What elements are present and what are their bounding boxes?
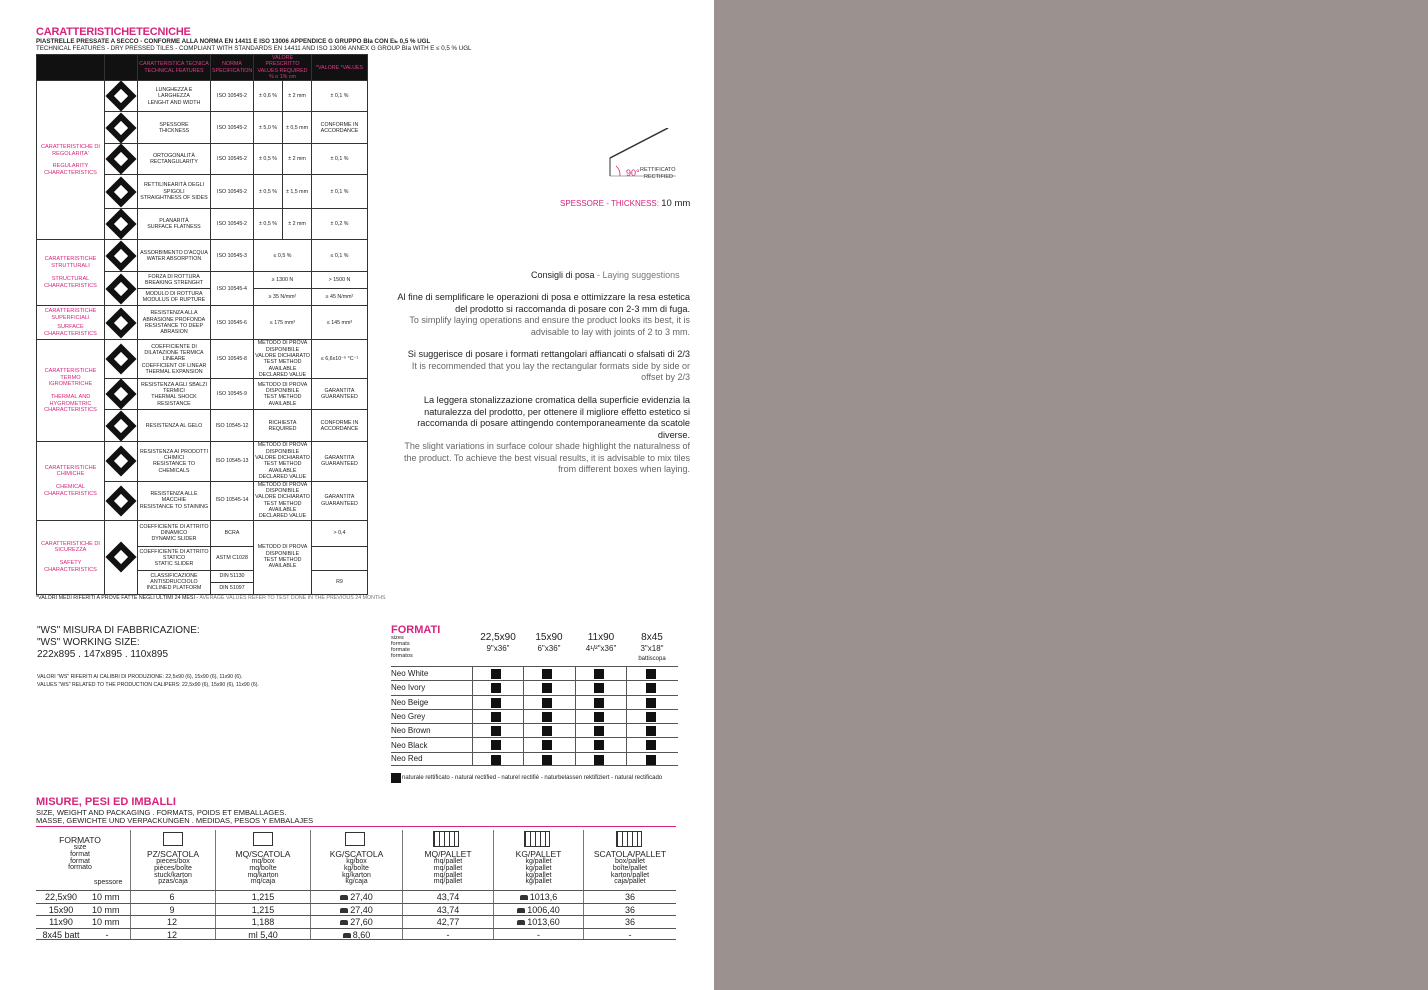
pallet-icon: [433, 831, 459, 847]
laying-paragraph-3: La leggera stonalizzazione cromatica della superficie evidenzia la naturalezza del prodotto, per ottenere il migliore effetto estetico si raccomanda di posare attingendo contemporaneamente da scatole diverse. The slight variations in surface colour shade highlight the naturalness of the product. To achieve the best visual results, it is advisable to mix tiles from different boxes when laying.: [404, 395, 690, 474]
tech-table: CARATTERISTICA TECNICA TECHNICAL FEATURES NORMA SPECIFICATION VALORE PRESCRITTO VALUES REQUIRED % o 1% cm *VALORE *VALUES CARATTERISTICHE DI REGOLARITA' REGULARITY CHARACTERISTICS LUNGHEZZA E LARGHEZZA LENGHT AND WIDTH ISO 10545-2 ± 0,6 % ± 2 mm ± 0,1 % SPESSORE THICKNESS ISO 10545-2 ± 5,0 % ± 0,5 mm CONFORME IN ACCORDANCE ORTOGONALITÀ RECTANGULARITY ISO 10545-2 ± 0,5 % ± 2 mm ± 0,1 % RETTILINEARITÀ DEGLI SPIGOLI STRAIGHTNESS OF SIDES ISO 10545-2 ± 0,5 % ± 1,5 mm ± 0,1 % PLANARITÀ SURFACE FLATNESS ISO 10545-2 ± 0,5 % ± 2 mm ± 0,2 % CARATTERISTICHE STRUTTURALI STRUCTURAL CHARACTERISTICS ASSORBIMENTO D'ACQUA WATER ABSORPTION ISO 10545-3 ≤ 0,5 % ≤ 0,1 % FORZA DI ROTTURA BREAKING STRENGHT ISO 10545-4 ≥ 1300 N > 1500 N MODULO DI ROTTURA MODULUS OF RUPTURE ≥ 35 N/mm² ≥ 45 N/mm² CARATTERISTICHE SUPERFICIALI SURFACE CHARACTERISTICS RESISTENZA ALLA ABRASIONE PROFONDA RESISTANCE TO DEEP ABRASION ISO 10545-6 ≤ 175 mm³ ≤ 145 mm³ CARATTERISTICHE TERMO IGROMETRICHE THERMAL AND HYGROMETRIC CHARACTERISTICS COEFFICIENTE DI DILATAZIONE TERMICA LINEARE COEFFICIENT OF LINEAR THERMAL EXPANSION ISO 10545-8 METODO DI PROVA DISPONIBILE VALORE DICHIARATO TEST METHOD AVAILABLE DECLARED VALUE ≤ 6,6x10⁻⁶ °C⁻¹ RESISTENZA AGLI SBALZI TERMICI THERMAL SHOCK RESISTANCE ISO 10545-9 METODO DI PROVA DISPONIBILE TEST METHOD AVAILABLE GARANTITA GUARANTEED RESISTENZA AL GELO ISO 10545-12 RICHIESTA REQUIRED CONFORME IN ACCORDANCE CARATTERISTICHE CHIMICHE CHEMICAL CHARACTERISTICS RESISTENZA AI PRODOTTI CHIMICI RESISTANCE TO CHEMICALS ISO 10545-13 METODO DI PROVA DISPONIBILE VALORE DICHIARATO TEST METHOD AVAILABLE DECLARED VALUE GARANTITA GUARANTEED RESISTENZA ALLE MACCHIE RESISTANCE TO STAINING ISO 10545-14 METODO DI PROVA DISPONIBILE VALORE DICHIARATO TEST METHOD AVAILABLE DECLARED VALUE GARANTITA GUARANTEED CARATTERISTICHE DI SICUREZZA SAFETY CHARACTERISTICS COEFFICIENTE DI ATTRITO DINAMICO DYNAMIC SLIDER BCRA METODO DI PROVA DISPONIBILE TEST METHOD AVAILABLE > 0,4 COEFFICIENTE DI ATTRITO STATICO STATIC SLIDER ASTM C1028 CLASSIFICAZIONE ANTISDRUCCIOLO INCLINED PLATFORM DIN 51130 R9 DIN 51097: [36, 54, 368, 595]
thermal-shock-icon: [105, 379, 136, 410]
formats-table: [391, 666, 678, 766]
list-item: Neo Grey: [391, 709, 678, 723]
pallet-icon: [616, 831, 642, 847]
thickness-line: SPESSORE - THICKNESS: 10 mm: [560, 198, 691, 209]
header-norm: NORMA SPECIFICATION: [211, 55, 254, 81]
list-item: Neo Red: [391, 752, 678, 766]
ws-note: VALORI "WS" RIFERITI AI CALIBRI DI PRODUZIONE: 22,5x90 (6), 15x90 (6), 11x90 (6). VALUES "WS" RELATED TO THE PRODUCTION CALIPERS: 22,5x90 (6), 15x90 (6), 11x90 (6).: [37, 674, 259, 688]
thermal-expansion-icon: [105, 344, 136, 375]
tech-title: CARATTERISTICHETECNICHE: [36, 26, 191, 38]
box-icon: [253, 832, 273, 846]
table-row: RETTILINEARITÀ DEGLI SPIGOLI STRAIGHTNESS OF SIDES: [138, 175, 211, 209]
thickness-icon: [105, 112, 136, 143]
format-col-2: 15x90 6"x36": [535, 632, 563, 653]
table-row: COEFFICIENTE DI ATTRITO DINAMICO DYNAMIC SLIDER: [138, 520, 211, 546]
rectified-diagram: [606, 128, 696, 183]
table-row: RESISTENZA AI PRODOTTI CHIMICI RESISTANCE TO CHEMICALS: [138, 442, 211, 481]
col-kg-pallet: KG/PALLET kg/pallet kg/pallet kg/pallet kg/pallet: [515, 849, 562, 886]
abrasion-icon: [105, 307, 136, 338]
cat-surface: CARATTERISTICHE SUPERFICIALI SURFACE CHARACTERISTICS: [37, 306, 105, 340]
formats-subtitle: sizes formats formate formatos: [391, 635, 413, 659]
table-row: RESISTENZA AGLI SBALZI TERMICI THERMAL SHOCK RESISTANCE: [138, 379, 211, 410]
table-row: COEFFICIENTE DI DILATAZIONE TERMICA LINEARE COEFFICIENT OF LINEAR THERMAL EXPANSION: [138, 340, 211, 379]
packaging-table: [36, 890, 676, 940]
table-row: RESISTENZA ALLE MACCHIE RESISTANCE TO STAINING: [138, 481, 211, 520]
spessore-header: spessore: [94, 879, 123, 886]
box-icon: [345, 832, 365, 846]
col-scatola-pallet: SCATOLA/PALLET box/pallet boîte/pallet karton/pallet caja/pallet: [593, 849, 667, 886]
packaging-title: MISURE, PESI ED IMBALLI: [36, 796, 176, 808]
header-required: VALORE PRESCRITTO VALUES REQUIRED % o 1% cm: [254, 55, 312, 81]
rectified-label-it: RETTIFICATO: [640, 167, 676, 173]
col-kg-scatola: KG/SCATOLA kg/box kg/boîte kg/karton kg/caja: [329, 849, 384, 886]
col-mq-pallet: MQ/PALLET mq/pallet mq/pallet mq/pallet mq/pallet: [424, 849, 472, 886]
format-col-1: 22,5x90 9"x36": [480, 632, 516, 653]
packaging-subtitle-2: MASSE, GEWICHTE UND VERPACKUNGEN . MEDIDAS, PESOS Y EMBALAJES: [36, 816, 314, 825]
pallet-icon: [524, 831, 550, 847]
header-feature: CARATTERISTICA TECNICA TECHNICAL FEATURES: [138, 55, 211, 81]
tech-subtitle-it: PIASTRELLE PRESSATE A SECCO - CONFORME ALLA NORMA EN 14411 E ISO 13006 APPENDICE G GRUPPO BIa CON Eь 0,5 % UGL: [36, 38, 431, 45]
cat-regularity: CARATTERISTICHE DI REGOLARITA' REGULARITY CHARACTERISTICS: [37, 81, 105, 240]
length-icon: [105, 81, 136, 112]
table-row: COEFFICIENTE DI ATTRITO STATICO STATIC SLIDER: [138, 546, 211, 570]
tech-subtitle-en: TECHNICAL FEATURES - DRY PRESSED TILES - COMPLIANT WITH STANDARDS EN 14411 AND ISO 13006 ANNEX G GROUP BIa WITH E ≤ 0,5 % UGL: [36, 45, 472, 52]
table-row: RESISTENZA ALLA ABRASIONE PROFONDA RESISTANCE TO DEEP ABRASION: [138, 306, 211, 340]
gray-panel: [714, 0, 1428, 990]
table-row: MODULO DI ROTTURA MODULUS OF RUPTURE: [138, 289, 211, 306]
packaging-subtitle-1: SIZE, WEIGHT AND PACKAGING . FORMATS, POIDS ET EMBALLAGES.: [36, 808, 287, 817]
tech-footnote: *VALORI MEDI RIFERITI A PROVE FATTE NEGLI ULTIMI 24 MESI - AVERAGE VALUES REFER TO TEST DONE IN THE PREVIOUS 24 MONTHS: [36, 595, 386, 601]
laying-title: Consigli di posa - Laying suggestions: [531, 270, 680, 280]
straightness-icon: [105, 176, 136, 207]
frost-icon: [105, 410, 136, 441]
table-row: 15x90 10 mm 9 1,215 27,40 43,74 1006,40 36: [36, 903, 676, 916]
table-row: FORZA DI ROTTURA BREAKING STRENGHT: [138, 272, 211, 289]
box-icon: [163, 832, 183, 846]
formats-title: FORMATI: [391, 624, 441, 636]
cat-thermal: CARATTERISTICHE TERMO IGROMETRICHE THERMAL AND HYGROMETRIC CHARACTERISTICS: [37, 340, 105, 442]
flatness-icon: [105, 209, 136, 240]
header-values: *VALORE *VALUES: [312, 55, 368, 81]
angle-label: 90°: [626, 168, 640, 178]
list-item: Neo Beige: [391, 695, 678, 709]
cat-structural: CARATTERISTICHE STRUTTURALI STRUCTURAL CHARACTERISTICS: [37, 240, 105, 306]
table-row: ORTOGONALITÀ RECTANGULARITY: [138, 144, 211, 175]
slip-icon: [105, 542, 136, 573]
ws-block: "WS" MISURA DI FABBRICAZIONE: "WS" WORKING SIZE: 222x895 . 147x895 . 110x895: [37, 625, 200, 660]
table-row: PLANARITÀ SURFACE FLATNESS: [138, 209, 211, 240]
table-row: ASSORBIMENTO D'ACQUA WATER ABSORPTION: [138, 240, 211, 272]
formato-header: FORMATO size format format formato: [59, 835, 101, 872]
table-row: CLASSIFICAZIONE ANTISDRUCCIOLO INCLINED PLATFORM: [138, 570, 211, 594]
format-col-4: 8x45 3"x18" battiscopa: [638, 632, 666, 662]
col-mq-scatola: MQ/SCATOLA mq/box mq/boîte mq/karton mq/caja: [235, 849, 291, 886]
cat-chemical: CARATTERISTICHE CHIMICHE CHEMICAL CHARACTERISTICS: [37, 442, 105, 520]
laying-paragraph-2: Si suggerisce di posare i formati rettangolari affiancati o sfalsati di 2/3 It is recommended that you lay the rectangular formats side by side or offset by 2/3: [407, 349, 690, 382]
breaking-strength-icon: [105, 273, 136, 304]
list-item: Neo Black: [391, 737, 678, 751]
list-item: Neo Brown: [391, 723, 678, 737]
table-row: 8x45 batt - 12 ml 5,40 8,60 - - -: [36, 928, 676, 941]
table-row: LUNGHEZZA E LARGHEZZA LENGHT AND WIDTH: [138, 81, 211, 112]
col-pz-scatola: PZ/SCATOLA pieces/box pièces/boîte stuck/karton pzas/caja: [146, 849, 200, 886]
cat-safety: CARATTERISTICHE DI SICUREZZA SAFETY CHARACTERISTICS: [37, 520, 105, 594]
list-item: Neo Ivory: [391, 680, 678, 694]
table-row: 11x90 10 mm 12 1,188 27,60 42,77 1013,60 36: [36, 915, 676, 928]
chemicals-icon: [105, 446, 136, 477]
staining-icon: [105, 485, 136, 516]
rectangularity-icon: [105, 144, 136, 175]
table-row: SPESSORE THICKNESS: [138, 112, 211, 144]
format-col-3: 11x90 4¹/²"x36": [585, 632, 617, 653]
table-row: 22,5x90 10 mm 6 1,215 27,40 43,74 1013,6 36: [36, 890, 676, 903]
water-absorption-icon: [105, 240, 136, 271]
list-item: Neo White: [391, 666, 678, 680]
formats-legend: naturale rettificato - natural rectified - naturel rectifié - naturbelassen rektifiziert - natural rectificado: [391, 773, 662, 783]
table-row: RESISTENZA AL GELO: [138, 410, 211, 442]
rectified-label-en: RECTIFIED: [644, 174, 674, 180]
laying-paragraph-1: Al fine di semplificare le operazioni di posa e ottimizzare la resa estetica del prodotto si raccomanda di posare con 2-3 mm di fuga. To simplify laying operations and ensure the product looks its best, it is advisable to lay with joints of 2 to 3 mm.: [397, 292, 690, 337]
